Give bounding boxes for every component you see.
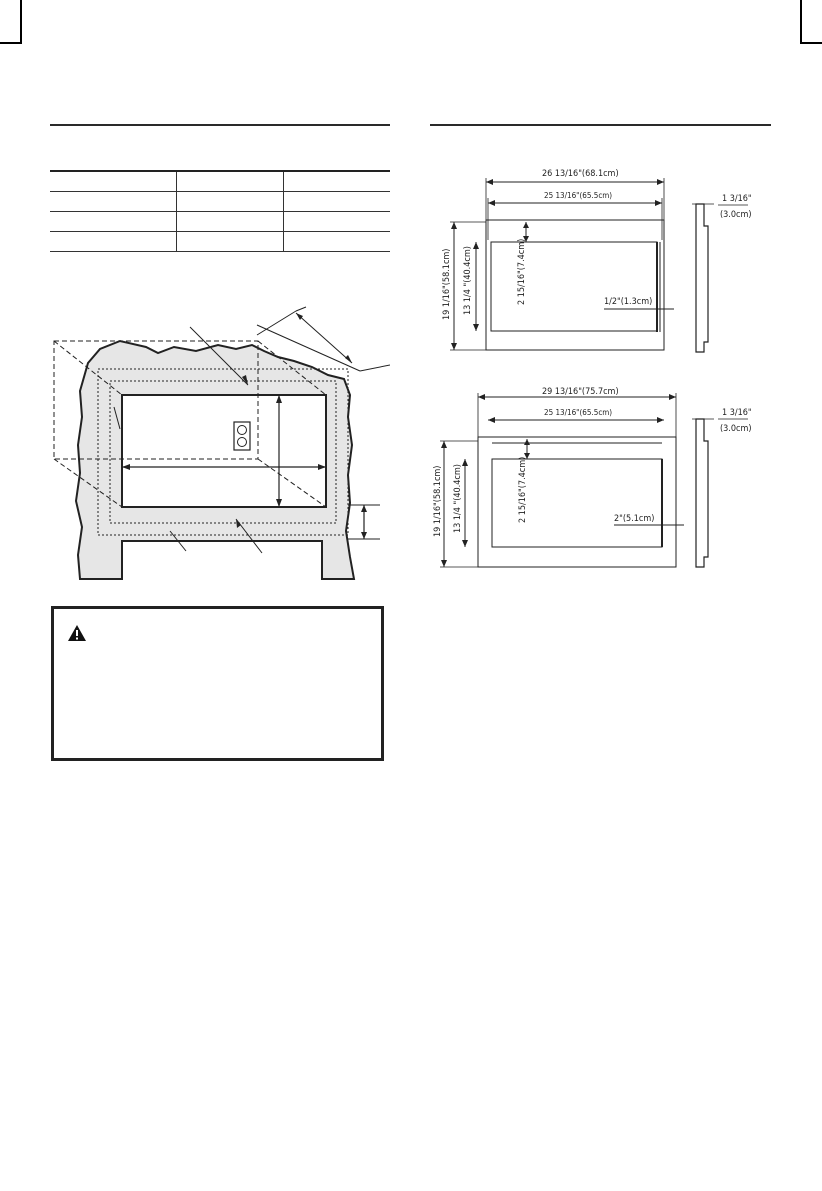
trim-panel-opening xyxy=(491,242,657,331)
inner-height-label: 13 1/4 "(40.4cm) xyxy=(453,464,463,533)
side-gap-label: 1/2"(1.3cm) xyxy=(604,297,653,307)
depth-value-label: 1 3/16" xyxy=(722,194,752,204)
cutout-opening xyxy=(122,395,326,507)
table-row xyxy=(50,232,390,252)
outer-width-label: 29 13/16"(75.7cm) xyxy=(542,387,619,397)
top-offset-label: 2 15/16"(7.4cm) xyxy=(518,456,528,523)
warning-box xyxy=(51,606,384,761)
outer-height-label: 19 1/16"(58.1cm) xyxy=(433,465,443,537)
table-row xyxy=(50,171,390,192)
crop-mark-right-vertical xyxy=(800,0,802,44)
table-cell xyxy=(176,232,283,252)
side-profile xyxy=(696,419,708,567)
table-cell xyxy=(283,232,390,252)
outer-height-label: 19 1/16"(58.1cm) xyxy=(442,248,452,320)
inner-height-label: 13 1/4 "(40.4cm) xyxy=(463,246,473,315)
depth-metric-label: (3.0cm) xyxy=(720,424,752,434)
table-cell xyxy=(50,171,176,192)
electrical-outlet-icon xyxy=(234,422,250,450)
left-section-rule xyxy=(50,124,390,126)
table-cell xyxy=(176,171,283,192)
crop-mark-right xyxy=(801,42,822,44)
table-row xyxy=(50,192,390,212)
depth-metric-label: (3.0cm) xyxy=(720,210,752,220)
crop-mark-left xyxy=(0,42,21,44)
cabinet-cutout-illustration xyxy=(50,305,390,585)
right-section-rule xyxy=(430,124,771,126)
table-cell xyxy=(50,212,176,232)
trim-kit-small-drawing xyxy=(430,160,770,360)
crop-mark-left-vertical xyxy=(20,0,22,44)
outer-width-label: 26 13/16"(68.1cm) xyxy=(542,169,619,179)
table-cell xyxy=(283,192,390,212)
trim-kit-large-drawing xyxy=(430,385,770,585)
table-cell xyxy=(176,192,283,212)
warning-triangle-icon xyxy=(67,624,87,642)
inner-width-label: 25 13/16"(65.5cm) xyxy=(544,191,613,200)
side-profile xyxy=(696,204,708,352)
inner-width-label: 25 13/16"(65.5cm) xyxy=(544,408,613,417)
table-cell xyxy=(283,212,390,232)
depth-value-label: 1 3/16" xyxy=(722,408,752,418)
table-cell xyxy=(283,171,390,192)
top-offset-label: 2 15/16"(7.4cm) xyxy=(517,238,527,305)
side-gap-label: 2"(5.1cm) xyxy=(614,514,655,524)
table-cell xyxy=(50,192,176,212)
cutout-spec-table xyxy=(50,170,390,252)
table-cell xyxy=(176,212,283,232)
table-cell xyxy=(50,232,176,252)
table-row xyxy=(50,212,390,232)
